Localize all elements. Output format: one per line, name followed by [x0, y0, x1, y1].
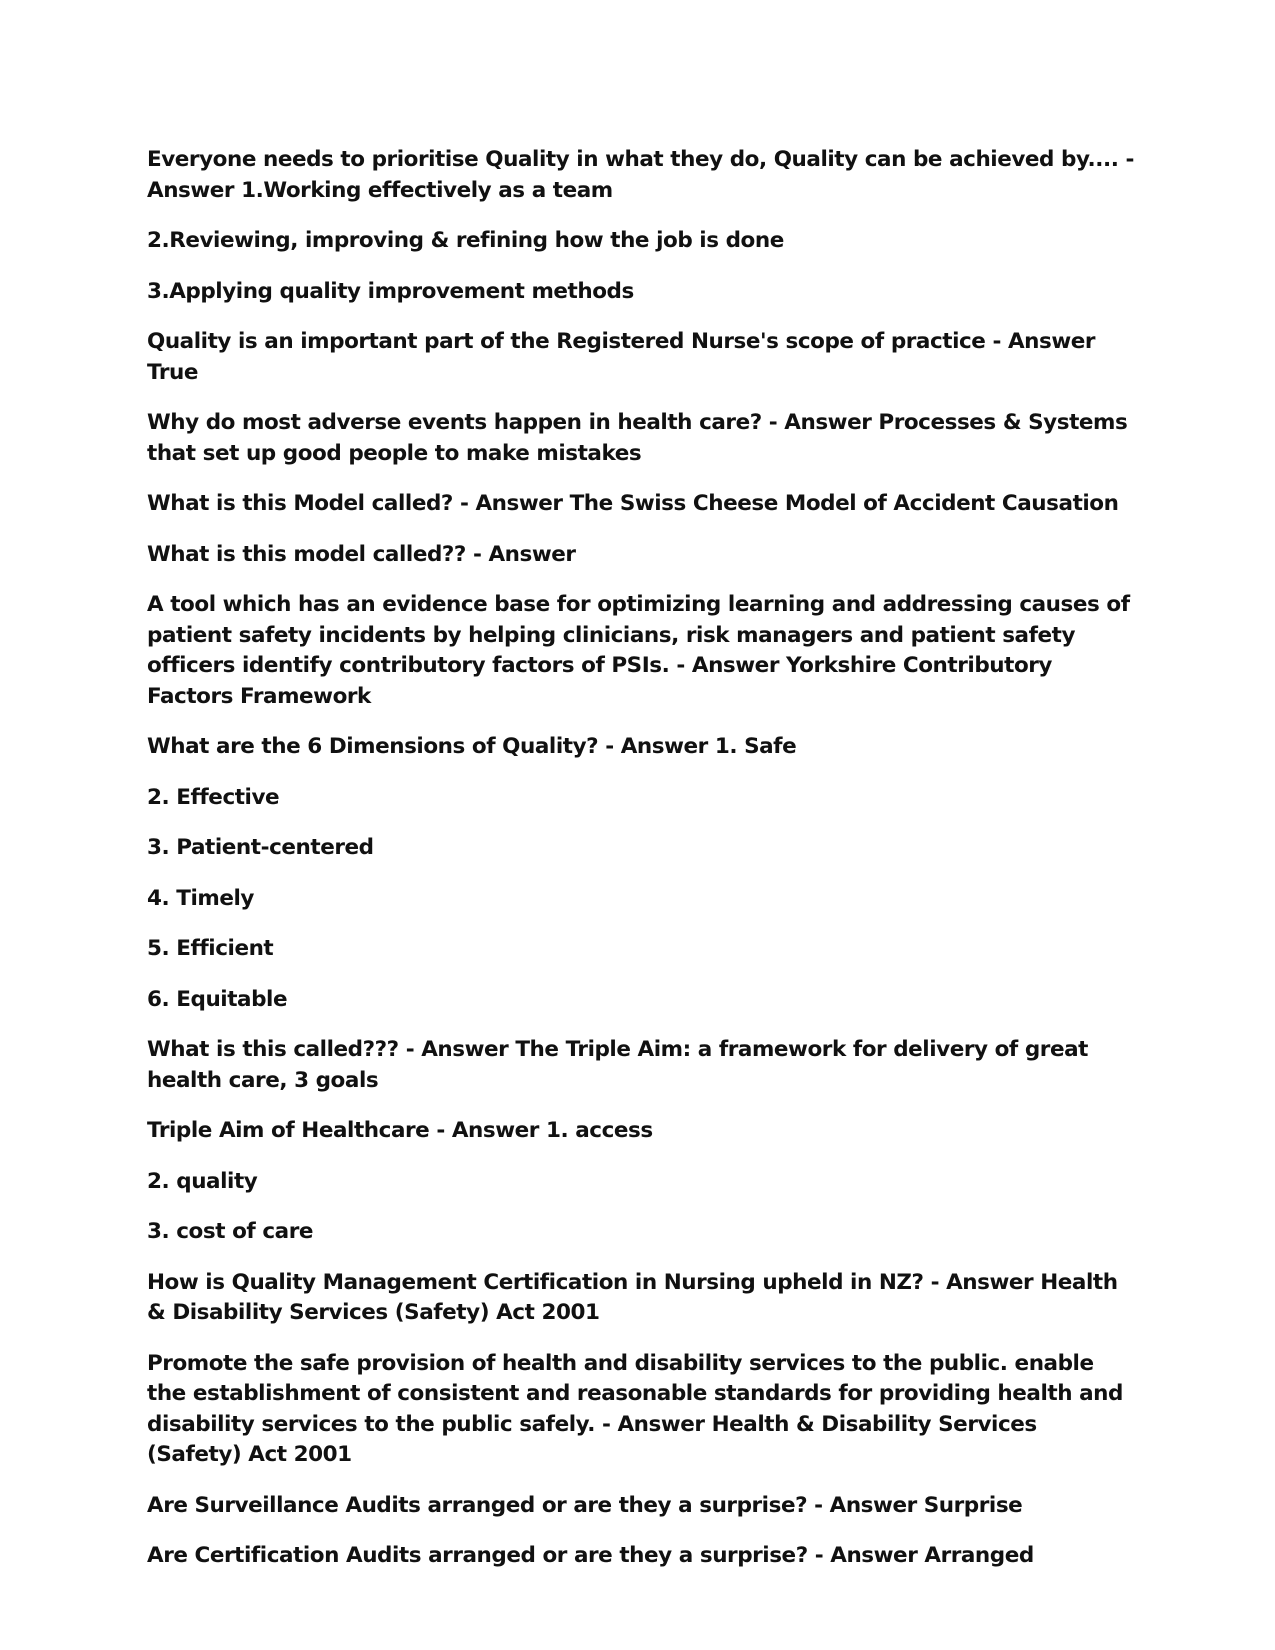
qa-paragraph: Promote the safe provision of health and disability services to the public. enable the establishment of consistent and reasonable standards for providing health and disability services to the public safely. - Answer Health & Disability Services (Safety) Act 2001 [147, 1350, 1123, 1467]
qa-paragraph: Everyone needs to prioritise Quality in what they do, Quality can be achieved by.... - Answer 1.Working effectively as a team [147, 147, 1134, 203]
qa-paragraph: 6. Equitable [147, 986, 288, 1012]
qa-paragraph: Are Surveillance Audits arranged or are they a surprise? - Answer Surprise [147, 1492, 1023, 1518]
qa-paragraph: 4. Timely [147, 885, 254, 911]
qa-paragraph: 3. cost of care [147, 1219, 313, 1244]
qa-paragraph: What are the 6 Dimensions of Quality? - Answer 1. Safe [147, 734, 797, 759]
qa-paragraph: Quality is an important part of the Registered Nurse's scope of practice - Answer True [147, 329, 1096, 385]
qa-paragraph: 5. Efficient [147, 936, 274, 961]
qa-paragraph: Triple Aim of Healthcare - Answer 1. access [147, 1118, 653, 1143]
qa-paragraph: 2.Reviewing, improving & refining how the job is done [147, 228, 784, 253]
qa-paragraph: Are Certification Audits arranged or are they a surprise? - Answer Arranged [147, 1543, 1034, 1568]
qa-paragraph: A tool which has an evidence base for optimizing learning and addressing causes of patient safety incidents by helping clinicians, risk managers and patient safety officers identify contributory factors of PSIs. - Answer Yorkshire Contributory Factors Framework [147, 592, 1130, 709]
qa-paragraph: How is Quality Management Certification in Nursing upheld in NZ? - Answer Health & Disability Services (Safety) Act 2001 [147, 1269, 1118, 1325]
qa-paragraph: Why do most adverse events happen in health care? - Answer Processes & Systems that set up good people to make mistakes [147, 410, 1128, 466]
qa-paragraph: What is this Model called? - Answer The Swiss Cheese Model of Accident Causation [147, 491, 1119, 516]
qa-paragraph: 3. Patient-centered [147, 835, 374, 860]
qa-paragraph: 3.Applying quality improvement methods [147, 278, 634, 304]
qa-paragraph: What is this model called?? - Answer [147, 541, 576, 567]
qa-paragraph: 2. Effective [147, 784, 280, 810]
qa-paragraph: 2. quality [147, 1168, 258, 1194]
document-body [147, 145, 1137, 1592]
qa-paragraph: What is this called??? - Answer The Triple Aim: a framework for delivery of great health care, 3 goals [147, 1037, 1088, 1093]
